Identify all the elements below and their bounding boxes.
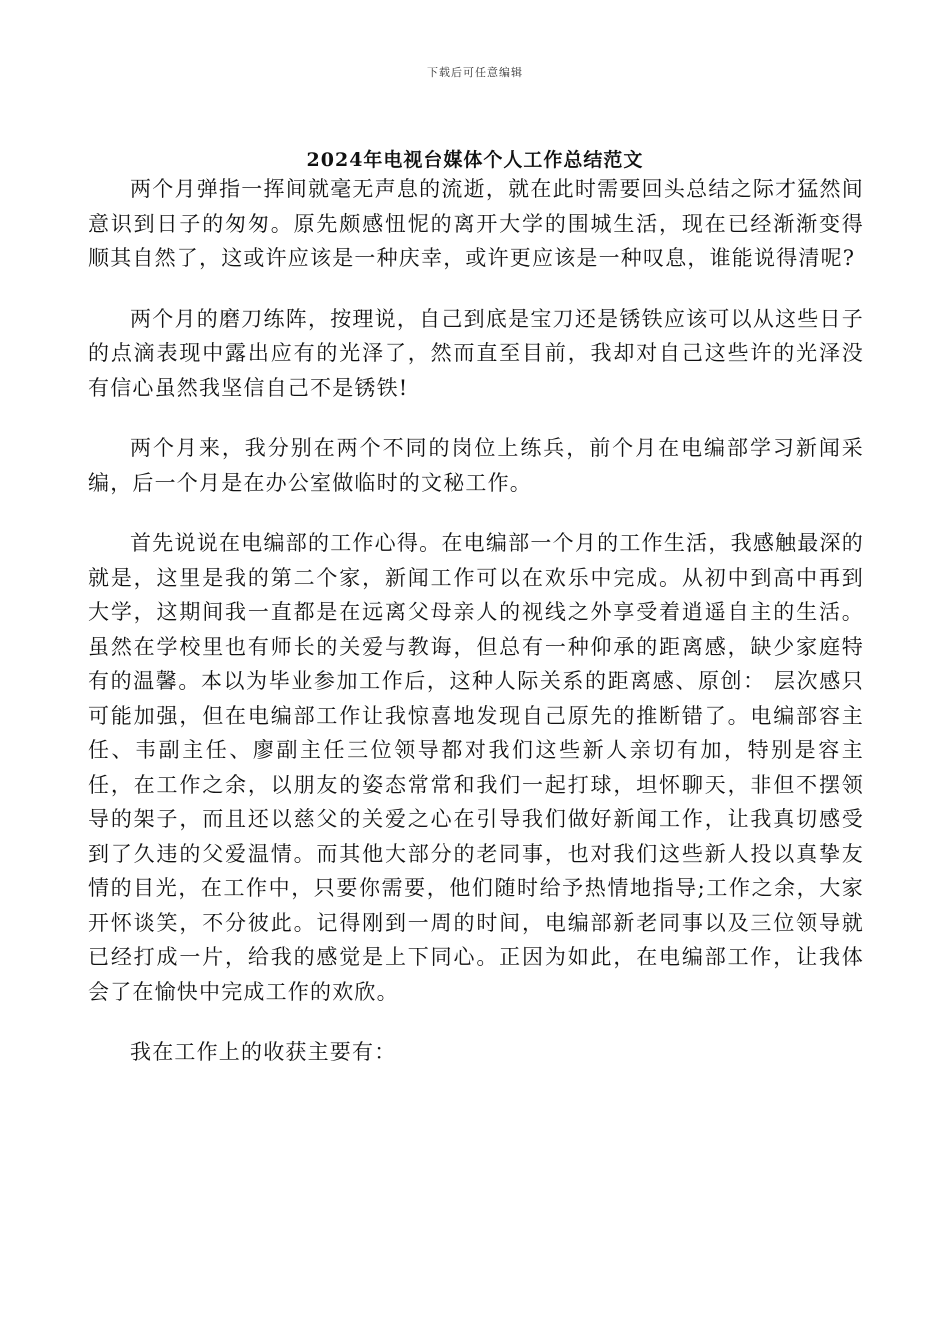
paragraph-3: 两个月来，我分别在两个不同的岗位上练兵，前个月在电编部学习新闻采编，后一个月是在办公室做临时的文秘工作。 [88, 436, 864, 495]
paragraph-1: 两个月弹指一挥间就毫无声息的流逝，就在此时需要回头总结之际才猛然间意识到日子的匆匆。原先颇感忸怩的离开大学的围城生活，现在已经渐渐变得顺其自然了，这或许应该是一种庆幸，或许更应该是一种叹息，谁能说得清呢? [88, 177, 864, 270]
header-note: 下载后可任意编辑 [427, 66, 523, 79]
document-title: 2024年电视台媒体个人工作总结范文 [306, 149, 644, 171]
paragraph-2: 两个月的磨刀练阵，按理说，自己到底是宝刀还是锈铁应该可以从这些日子的点滴表现中露出应有的光泽了，然而直至目前，我却对自己这些许的光泽没有信心虽然我坚信自己不是锈铁! [88, 306, 864, 400]
paragraph-4: 首先说说在电编部的工作心得。在电编部一个月的工作生活，我感触最深的就是，这里是我的第二个家，新闻工作可以在欢乐中完成。从初中到高中再到大学，这期间我一直都是在远离父母亲人的视线之外享受着逍遥自主的生活。虽然在学校里也有师长的关爱与教诲，但总有一种仰承的距离感，缺少家庭特有的温馨。本以为毕业参加工作后，这种人际关系的距离感、原创： 层次感只可能加强，但在电编部工作让我惊喜地发现自己原先的推断错了。电编部容主任、韦副主任、廖副主任三位领导都对我们这些新人亲切有加，特别是容主任，在工作之余，以朋友的姿态常常和我们一起打球，坦怀聊天，非但不摆领导的架子，而且还以慈父的关爱之心在引导我们做好新闻工作，让我真切感受到了久违的父爱温情。而其他大部分的老同事，也对我们这些新人投以真挚友情的目光，在工作中，只要你需要，他们随时给予热情地指导;工作之余，大家开怀谈笑，不分彼此。记得刚到一周的时间，电编部新老同事以及三位领导就已经打成一片，给我的感觉是上下同心。正因为如此，在电编部工作，让我体会了在愉快中完成工作的欢欣。 [88, 531, 864, 1004]
paragraph-5: 我在工作上的收获主要有： [130, 1040, 397, 1064]
document-body [88, 172, 864, 1070]
